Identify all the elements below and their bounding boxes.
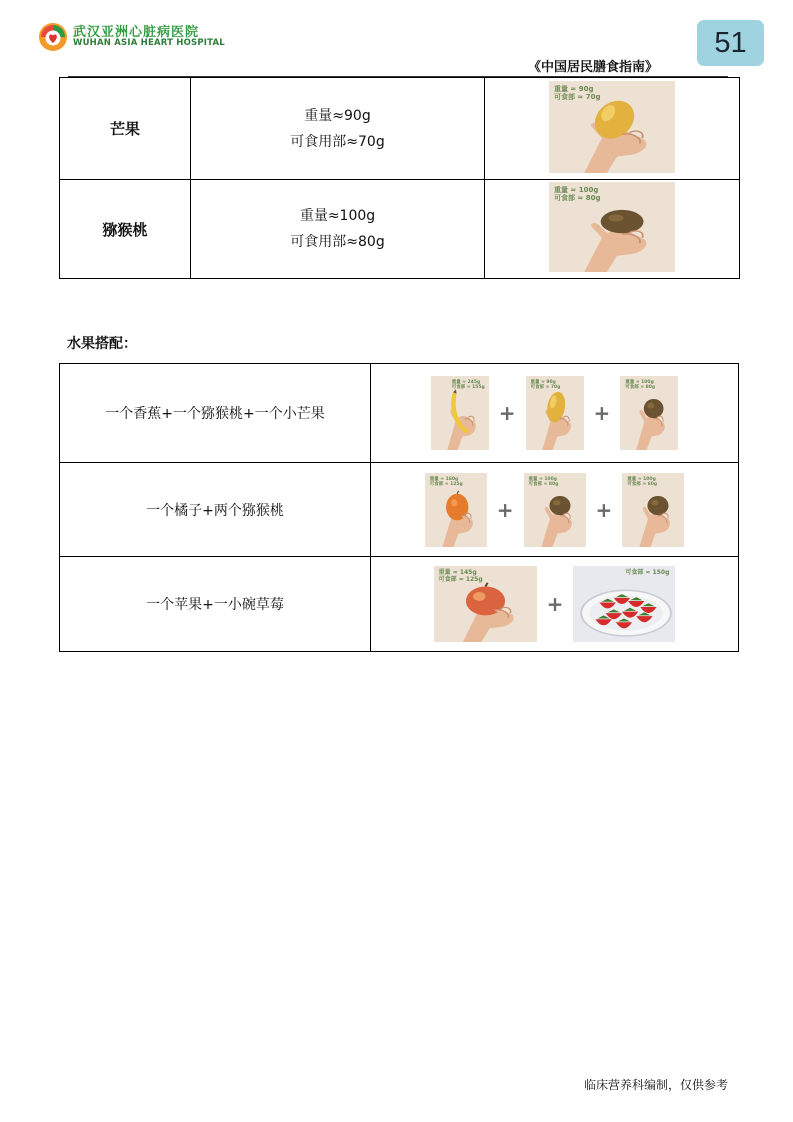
photo	[549, 81, 675, 173]
footer-note: 临床营养科编制，仅供参考	[584, 1078, 729, 1092]
table-row	[60, 78, 740, 180]
table-row	[60, 364, 739, 463]
fruit-weight-cell	[191, 180, 485, 279]
fruit-name: 猕猴桃	[60, 180, 191, 279]
photo-label: 重量 ≈ 100g 可食部 ≈ 80g	[554, 186, 601, 203]
photo	[431, 376, 489, 450]
photo-label: 重量 ≈ 90g 可食部 ≈ 70g	[554, 84, 601, 101]
photo-label: 重量 ≈ 100g 可食部 ≈ 60g	[627, 476, 658, 487]
photo-label: 重量 ≈ 160g 可食部 ≈ 125g	[429, 476, 463, 487]
hospital-name-cn: 武汉亚洲心脏病医院	[73, 24, 200, 40]
photo	[425, 473, 487, 547]
combo-description: 一个香蕉+一个猕猴桃+一个小芒果	[60, 364, 371, 463]
page-number: 51	[697, 20, 764, 66]
photo-label: 重量 ≈ 100g 可食部 ≈ 80g	[528, 476, 559, 487]
photo-label: 重量 ≈ 145g 可食部 ≈ 125g	[438, 569, 483, 583]
fruit-edible-portion: 可食用部≈70g	[290, 133, 385, 150]
combo-description: 一个橘子+两个猕猴桃	[60, 463, 371, 557]
photo	[620, 376, 678, 450]
fruit-name: 芒果	[60, 78, 191, 180]
hospital-name-en: WUHAN ASIA HEART HOSPITAL	[73, 38, 225, 49]
photo	[434, 566, 537, 642]
fruit-edible-portion: 可食用部≈80g	[290, 234, 385, 250]
section-title: 水果搭配：	[67, 336, 137, 352]
combo-photos	[371, 463, 739, 557]
table-row	[60, 557, 739, 652]
table-row	[60, 463, 739, 557]
fruit-weight: 重量≈90g	[304, 107, 371, 124]
fruit-photo-cell	[485, 78, 740, 180]
combo-photos	[371, 557, 739, 652]
fruit-weight: 重量≈100g	[299, 208, 376, 224]
combo-description: 一个苹果+一小碗草莓	[60, 557, 371, 652]
fruit-photo-cell	[485, 180, 740, 279]
fruit-weight-table	[59, 77, 740, 279]
photo	[526, 376, 584, 450]
plus-sign: +	[496, 497, 514, 522]
combo-photos	[371, 364, 739, 463]
plus-sign: +	[595, 497, 613, 522]
heart-logo-icon	[38, 22, 68, 52]
photo	[573, 566, 675, 642]
photo-label: 重量 ≈ 90g 可食部 ≈ 70g	[530, 380, 561, 391]
strawberries-photo-icon	[573, 566, 675, 642]
fruit-combo-table	[59, 363, 739, 652]
photo-label: 可食部 ≈ 150g	[625, 569, 670, 576]
photo-label: 重量 ≈ 100g 可食部 ≈ 80g	[625, 380, 656, 391]
photo-label: 重量 ≈ 245g 可食部 ≈ 155g	[451, 380, 485, 391]
source-reference: 《中国居民膳食指南》	[528, 60, 659, 75]
photo	[622, 473, 684, 547]
plus-sign: +	[498, 401, 516, 425]
hospital-logo	[38, 22, 225, 52]
plus-sign: +	[546, 592, 564, 616]
photo	[549, 182, 675, 272]
photo	[524, 473, 586, 547]
table-row	[60, 180, 740, 279]
plus-sign: +	[593, 401, 611, 425]
fruit-weight-cell	[191, 78, 485, 180]
